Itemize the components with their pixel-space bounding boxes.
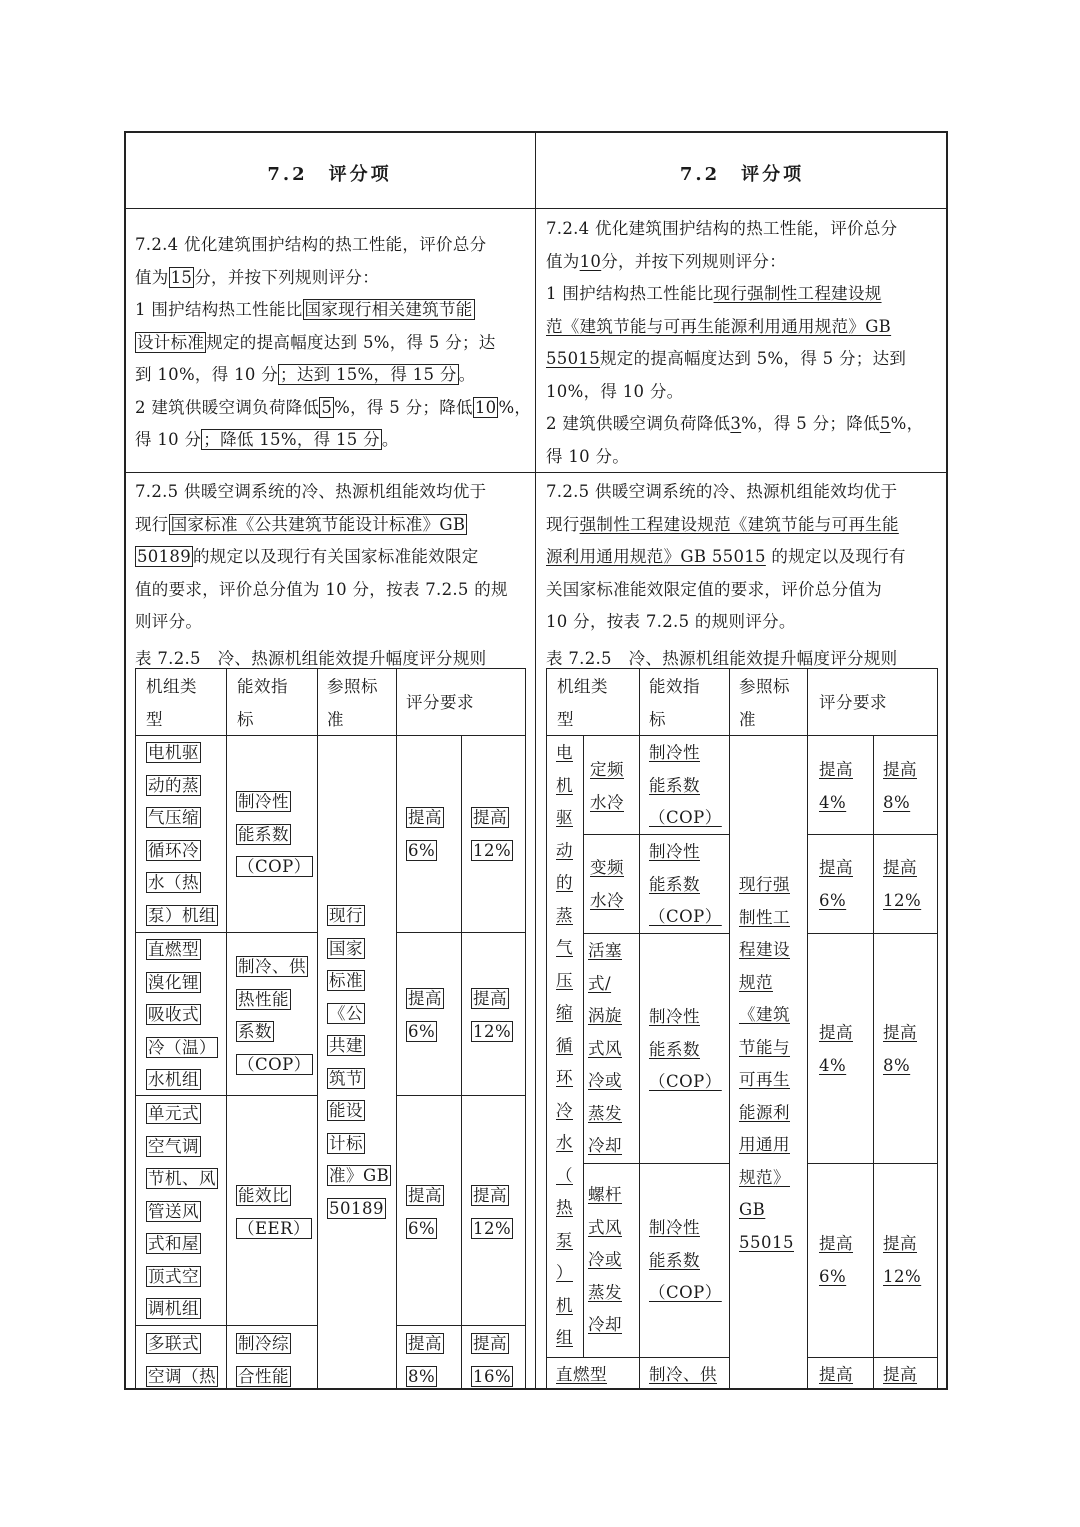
subrow4-efficiency-index: 制冷性 能系数 （COP）	[649, 1218, 722, 1302]
row3-requirement-b: 提高 12%	[473, 1186, 512, 1238]
row5-requirement-b: 提高	[883, 1365, 917, 1384]
subrow1-requirement-b: 提高 8%	[883, 760, 917, 812]
row3-efficiency-index: 能效比 （EER）	[238, 1186, 311, 1238]
grid-line	[396, 932, 526, 933]
left-clause-7-2-4: 7.2.4 优化建筑围护结构的热工性能，评价总分 值为 15 分，并按下列规则评分： 1 围护结构热工性能比 国家现行相关建筑节能 设计标准 规定的提高幅度达到 5%，得 5 分；达 到 10%，得 10 分 ；达到 15%，得 15 分 。 2 建筑供暖空调负荷降低 5 %，得 5 分；降低 10 %， 得 10 分 ；降低 15%，得 15 分 。	[135, 235, 532, 449]
row1-requirement-b: 提高 12%	[473, 808, 512, 860]
row1-efficiency-index: 制冷性 能系数 （COP）	[238, 792, 311, 876]
row2-efficiency-index: 制冷、供 热性能 系数 （COP）	[238, 957, 311, 1074]
subrow4-requirement-a: 提高 6%	[819, 1234, 853, 1286]
right-column-title: 7.2 评分项	[679, 164, 805, 185]
subrow3-efficiency-index: 制冷性 能系数 （COP）	[649, 1007, 722, 1091]
row3-unit-type: 单元式 空气调 节机、风 管送风 式和屋 顶式空 调机组	[148, 1104, 216, 1318]
unit-type-vapor-compression: 电 机 驱 动 的 蒸 气 压 缩 循 环 冷 水 （ 热 泵 ） 机 组	[556, 743, 573, 1347]
grid-line	[807, 669, 808, 1390]
subtype-fixed-freq-water: 定频 水冷	[590, 760, 624, 812]
header-reference-standard: 参照标 准	[739, 677, 790, 729]
grid-line	[396, 1325, 526, 1326]
right-clause-7-2-4: 7.2.4 优化建筑围护结构的热工性能，评价总分 值为10分，并按下列规则评分： 1 围护结构热工性能比现行强制性工程建设规 范《建筑节能与可再生能源利用通用规范》GB 55015规定的提高幅度达到 5%，得 5 分；达到 10%，得 10 分。 2 建筑供暖空调负荷降低3%，得 5 分；降低5%， 得 10 分。	[546, 219, 924, 466]
grid-line	[317, 669, 318, 1390]
row3-requirement-a: 提高 6%	[408, 1186, 442, 1238]
left-table-caption: 表 7.2.5 冷、热源机组能效提升幅度评分规则	[135, 649, 487, 668]
row5-efficiency-index: 制冷、供	[649, 1365, 717, 1384]
grid-line	[583, 1163, 729, 1164]
subrow1-efficiency-index: 制冷性 能系数 （COP）	[649, 743, 722, 827]
reference-standard-gb55015: 现行强 制性工 程建设 规范 《建筑 节能与 可再生 能源利 用通用 规范》 GB 55015	[739, 875, 794, 1252]
subtype-scroll-air-cooled: 活塞 式/ 涡旋 式风 冷或 蒸发 冷却	[588, 941, 622, 1155]
row5-requirement-a: 提高	[819, 1365, 853, 1384]
header-unit-type: 机组类 型	[146, 677, 197, 729]
row4-requirement-b: 提高 16%	[473, 1334, 512, 1386]
grid-line	[807, 933, 938, 934]
grid-line	[547, 1357, 729, 1358]
row1-requirement-a: 提高 6%	[408, 808, 442, 860]
subtype-screw-air-cooled: 螺杆 式风 冷或 蒸发 冷却	[588, 1185, 622, 1334]
row4-unit-type: 多联式 空调（热	[148, 1334, 216, 1386]
right-efficiency-table	[546, 668, 938, 1390]
column-divider	[535, 131, 536, 1390]
subrow3-requirement-b: 提高 8%	[883, 1023, 917, 1075]
grid-line	[226, 669, 227, 1390]
header-unit-type: 机组类 型	[557, 677, 608, 729]
header-efficiency-index: 能效指 标	[237, 677, 288, 729]
grid-line	[396, 1095, 526, 1096]
subrow2-requirement-b: 提高 12%	[883, 858, 922, 910]
row4-requirement-a: 提高 8%	[408, 1334, 442, 1386]
row5-unit-type: 直燃型	[556, 1365, 607, 1384]
grid-line	[807, 1357, 938, 1358]
grid-line	[729, 669, 730, 1390]
grid-line	[807, 834, 938, 835]
row2-unit-type: 直燃型 溴化锂 吸收式 冷（温） 水机组	[148, 940, 216, 1089]
grid-line	[807, 1163, 938, 1164]
reference-standard-gb50189: 现行 国家 标准 《公 共建 筑节 能设 计标 准》GB 50189	[329, 906, 390, 1218]
subrow4-requirement-b: 提高 12%	[883, 1234, 922, 1286]
left-efficiency-table	[135, 668, 526, 1390]
row4-efficiency-index: 制冷综 合性能	[238, 1334, 289, 1386]
left-column-title: 7.2 评分项	[267, 164, 392, 185]
subrow3-requirement-a: 提高 4%	[819, 1023, 853, 1075]
grid-line	[136, 932, 317, 933]
right-table-caption: 表 7.2.5 冷、热源机组能效提升幅度评分规则	[546, 649, 898, 668]
subrow2-requirement-a: 提高 6%	[819, 858, 853, 910]
subrow2-efficiency-index: 制冷性 能系数 （COP）	[649, 842, 722, 926]
grid-line	[583, 735, 584, 1357]
subtype-variable-freq-water: 变频 水冷	[590, 858, 624, 910]
header-scoring-requirement: 评分要求	[406, 693, 474, 712]
grid-line	[396, 669, 397, 1390]
grid-line	[639, 669, 640, 1390]
header-reference-standard: 参照标 准	[327, 677, 378, 729]
row2-requirement-a: 提高 6%	[408, 989, 442, 1041]
row2-requirement-b: 提高 12%	[473, 989, 512, 1041]
header-row-divider	[124, 208, 948, 209]
right-clause-7-2-5: 7.2.5 供暖空调系统的冷、热源机组能效均优于 现行强制性工程建设规范《建筑节能与可再生能 源利用通用规范》GB 55015 的规定以及现行有 关国家标准能效限定值的要求，评价总分值为 10 分，按表 7.2.5 的规则评分。	[546, 482, 906, 631]
subrow1-requirement-a: 提高 4%	[819, 760, 853, 812]
grid-line	[461, 735, 462, 1390]
left-clause-7-2-5: 7.2.5 供暖空调系统的冷、热源机组能效均优于 现行 国家标准《公共建筑节能设计标准》GB 50189 的规定以及现行有关国家标准能效限定 值的要求，评价总分值为 10 分，按表 7.2.5 的规 则评分。	[135, 482, 508, 631]
row1-unit-type: 电机驱 动的蒸 气压缩 循环冷 水（热 泵）机组	[148, 743, 216, 925]
header-efficiency-index: 能效指 标	[649, 677, 700, 729]
header-scoring-requirement: 评分要求	[819, 693, 887, 712]
